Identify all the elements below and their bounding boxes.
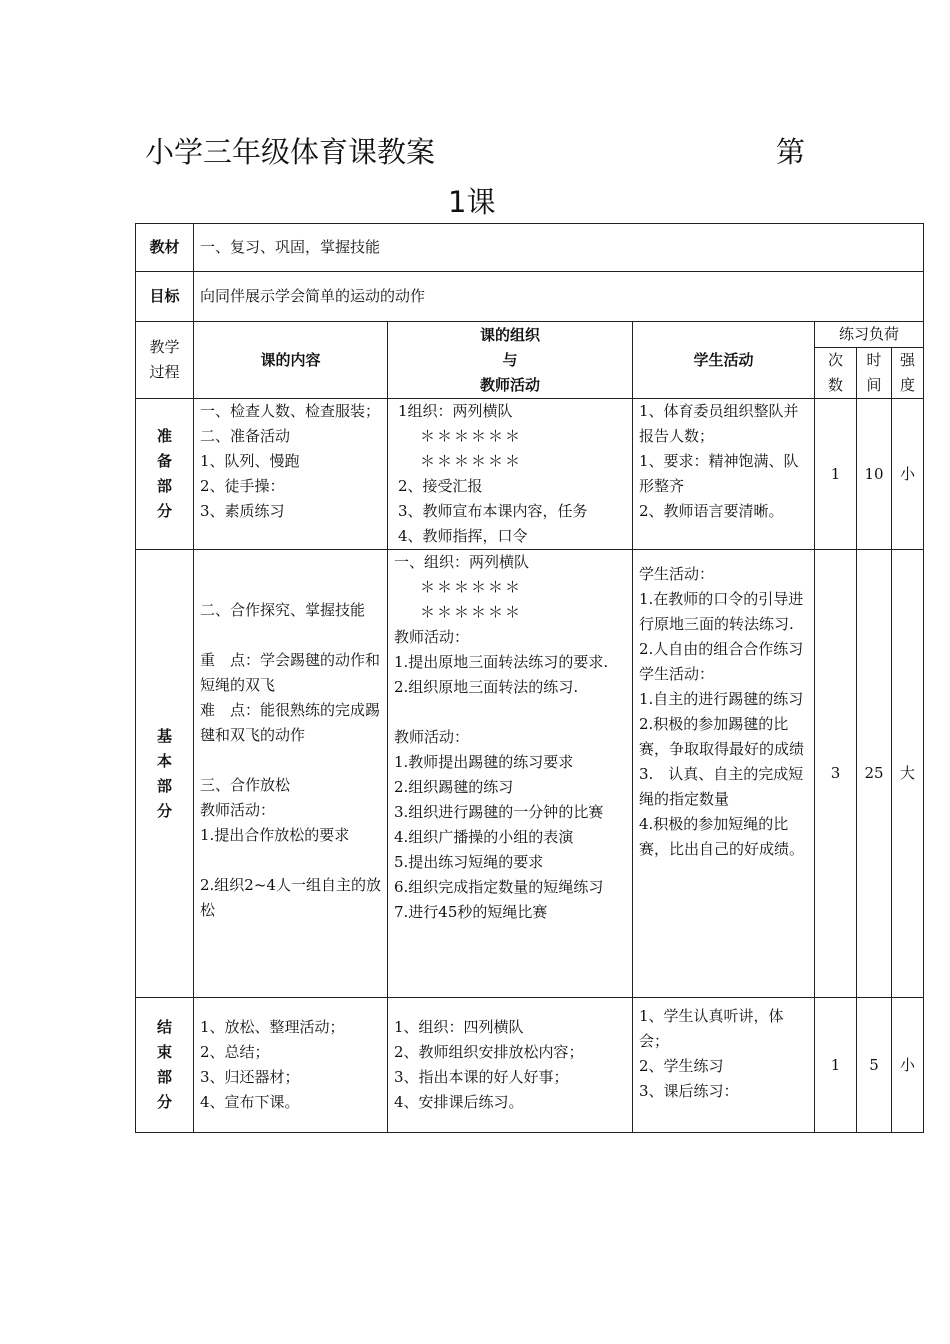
end-intensity: 小 bbox=[892, 998, 924, 1133]
prep-intensity: 小 bbox=[892, 399, 924, 550]
goal-label: 目标 bbox=[136, 272, 194, 322]
basic-content: 二、合作探究、掌握技能 重 点：学会踢毽的动作和短绳的双飞 难 点：能很熟练的完成踢毽和双飞的动作 三、合作放松 教师活动： 1.提出合作放松的要求 2.组织2~4人一组自主的放松 bbox=[194, 550, 388, 998]
lesson-number: 1课 bbox=[448, 185, 496, 219]
end-section-label: 结 束 部 分 bbox=[136, 998, 194, 1133]
student-header: 学生活动 bbox=[633, 322, 815, 399]
org-label-1: 课的组织 bbox=[479, 325, 540, 344]
lesson-prefix: 第 bbox=[776, 135, 806, 169]
end-count: 1 bbox=[815, 998, 857, 1133]
prep-count: 1 bbox=[815, 399, 857, 550]
basic-student: 学生活动： 1.在教师的口令的引导进行原地三面的转法练习. 2.人自由的组合合作练习 学生活动： 1.自主的进行踢毽的练习 2.积极的参加踢毽的比赛，争取取得最好的成绩 3. 认真、自主的完成短绳的指定数量 4.积极的参加短绳的比赛，比出自己的好成绩。 bbox=[633, 550, 815, 998]
goal-row bbox=[136, 272, 924, 322]
basic-org: 一、组织：两列横队 ＊＊＊＊＊＊ ＊＊＊＊＊＊ 教师活动： 1.提出原地三面转法练习的要求. 2.组织原地三面转法的练习. 教师活动： 1.教师提出踢毽的练习要求 2.组织踢毽的练习 3.组织进行踢毽的一分钟的比赛 4.组织广播操的小组的表演 5.提出练习短绳的要求 6.组织完成指定数量的短绳练习 7.进行45秒的短绳比赛 bbox=[388, 550, 633, 998]
content-header: 课的内容 bbox=[194, 322, 388, 399]
basic-row bbox=[136, 550, 924, 998]
material-row bbox=[136, 224, 924, 272]
basic-section-label: 基 本 部 分 bbox=[136, 550, 194, 998]
end-student: 1、学生认真听讲，体会； 2、学生练习 3、课后练习： bbox=[633, 998, 815, 1133]
end-org: 1、组织：四列横队 2、教师组织安排放松内容； 3、指出本课的好人好事； 4、安排课后练习。 bbox=[388, 998, 633, 1133]
material-label: 教材 bbox=[136, 224, 194, 272]
basic-count: 3 bbox=[815, 550, 857, 998]
org-header bbox=[388, 322, 633, 399]
lesson-plan-table bbox=[135, 223, 924, 1133]
process-label-2: 过程 bbox=[149, 363, 180, 381]
goal-value: 向同伴展示学会简单的运动的动作 bbox=[194, 272, 924, 322]
load-header: 练习负荷 bbox=[815, 322, 924, 348]
prep-student: 1、体育委员组织整队并报告人数； 1、要求：精神饱满、队形整齐 2、教师语言要清晰。 bbox=[633, 399, 815, 550]
prep-org: 1组织：两列横队 ＊＊＊＊＊＊ ＊＊＊＊＊＊ 2、接受汇报 3、教师宣布本课内容，任务 4、教师指挥，口令 bbox=[388, 399, 633, 550]
prep-time: 10 bbox=[857, 399, 892, 550]
basic-time: 25 bbox=[857, 550, 892, 998]
prep-section-label: 准 备 部 分 bbox=[136, 399, 194, 550]
material-value: 一、复习、巩固，掌握技能 bbox=[194, 224, 924, 272]
intensity-header: 强 度 bbox=[892, 348, 924, 399]
end-row bbox=[136, 998, 924, 1133]
prep-row bbox=[136, 399, 924, 550]
count-header: 次 数 bbox=[815, 348, 857, 399]
basic-intensity: 大 bbox=[892, 550, 924, 998]
prep-content: 一、检查人数、检查服装； 二、准备活动 1、队列、慢跑 2、徒手操： 3、素质练习 bbox=[194, 399, 388, 550]
org-label-2: 与 bbox=[502, 350, 518, 369]
doc-title: 小学三年级体育课教案 bbox=[145, 135, 436, 169]
process-header bbox=[136, 322, 194, 399]
header-row-1 bbox=[136, 322, 924, 348]
org-label-3: 教师活动 bbox=[479, 375, 540, 394]
end-time: 5 bbox=[857, 998, 892, 1133]
process-label-1: 教学 bbox=[149, 338, 180, 356]
time-header: 时 间 bbox=[857, 348, 892, 399]
end-content: 1、放松、整理活动； 2、总结； 3、归还器材； 4、宣布下课。 bbox=[194, 998, 388, 1133]
